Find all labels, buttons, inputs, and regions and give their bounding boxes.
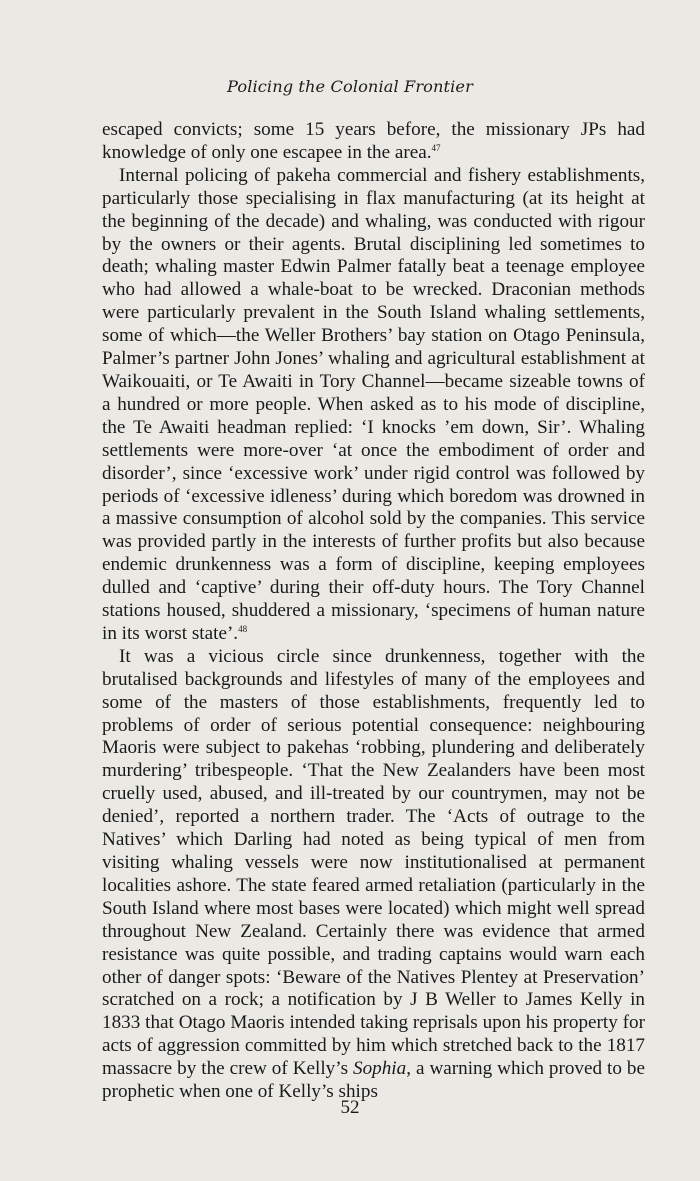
paragraph	[102, 646, 645, 1104]
ship-name: Sophia	[353, 1058, 407, 1080]
page-number: 52	[340, 1097, 360, 1118]
paragraph-text: Internal policing of pakeha commercial and fishery establishments, particularly those specialising in flax manufacturing (at its height at the beginning of the decade) and whaling, was conducted with rigour by the owners or their agents. Brutal disciplining led sometimes to death; whaling master Edwin Palmer fatally beat a teenage employee who had allowed a whale-boat to be wrecked. Draconian methods were particularly prevalent in the South Island whaling settlements, some of which—the Weller Brothers’ bay station on Otago Peninsula, Palmer’s partner John Jones’ whaling and agricultural establishment at Waikouaiti, or Te Awaiti in Tory Channel—became sizeable towns of a hundred or more people. When asked as to his mode of discipline, the Te Awaiti headman replied: ‘I knocks ’em down, Sir’. Whaling settlements were more-over ‘at once the embodiment of order and disorder’, since ‘excessive work’ under rigid control was followed by periods of ‘excessive idleness’ during which boredom was drowned in a massive consumption of alcohol sold by the companies. This service was provided partly in the interests of further profits but also because endemic drunkenness was a form of discipline, keeping employees dulled and ‘captive’ during their off-duty hours. The Tory Channel stations housed, shuddered a missionary, ‘specimens of human nature in its worst state’.	[102, 164, 645, 644]
body-text	[102, 119, 645, 1104]
paragraph-text: , a warning which proved to be prophetic when one of Kelly’s ships	[102, 1058, 645, 1103]
footnote-ref: 48	[238, 623, 248, 634]
paragraph-text: It was a vicious circle since drunkenness, together with the brutalised backgrounds and lifestyles of many of the employees and some of the masters of those establishments, frequently led to problems of order of serious potential consequence: neighbouring Maoris were subject to pakehas ‘robbing, plundering and deliberately murdering’ tribespeople. ‘That the New Zealanders have been most cruelly used, abused, and ill-treated by our countrymen, may not be denied’, reported a northern trader. The ‘Acts of outrage to the Natives’ which Darling had noted as being typical of men from visiting whaling vessels were now institutionalised at permanent localities ashore. The state feared armed retaliation (particularly in the South Island where most bases were located) which might well spread throughout New Zealand. Certainly there was evidence that armed resistance was quite possible, and trading captains would warn each other of danger spots: ‘Beware of the Natives Plentey at Preservation’ scratched on a rock; a notification by J B Weller to James Kelly in 1833 that Otago Maoris intended taking reprisals upon his property for acts of aggression committed by him which stretched back to the 1817 massacre by the crew of Kelly’s	[102, 645, 645, 1080]
paragraph	[102, 119, 645, 165]
footnote-ref: 47	[431, 142, 441, 153]
paragraph	[102, 165, 645, 646]
running-head: Policing the Colonial Frontier	[227, 77, 473, 96]
paragraph-text: escaped convicts; some 15 years before, the missionary JPs had knowledge of only one escapee in the area.	[102, 119, 645, 163]
